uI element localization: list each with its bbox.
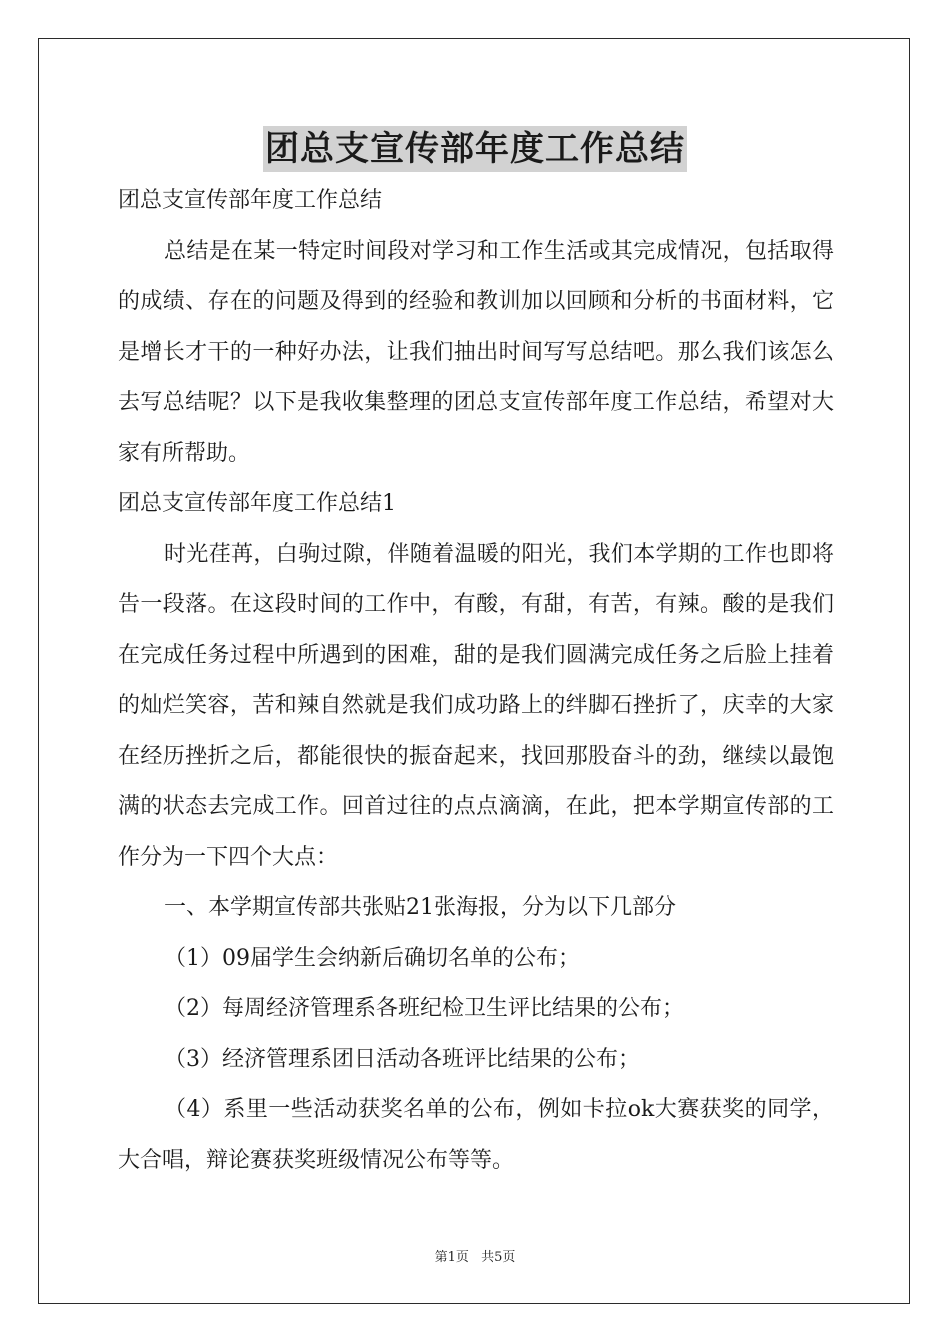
page-footer — [0, 1246, 950, 1265]
document-body — [118, 176, 834, 1186]
body-paragraph: 时光荏苒，白驹过隙，伴随着温暖的阳光，我们本学期的工作也即将告一段落。在这段时间的工作中，有酸，有甜，有苦，有辣。酸的是我们在完成任务过程中所遇到的困难，甜的是我们圆满完成任务之后脸上挂着的灿烂笑容，苦和辣自然就是我们成功路上的绊脚石挫折了，庆幸的大家在经历挫折之后，都能很快的振奋起来，找回那股奋斗的劲，继续以最饱满的状态去完成工作。回首过往的点点滴滴，在此，把本学期宣传部的工作分为一下四个大点： — [118, 541, 834, 870]
list-heading: 一、本学期宣传部共张贴21张海报，分为以下几部分 — [164, 895, 676, 920]
intro-paragraph: 总结是在某一特定时间段对学习和工作生活或其完成情况，包括取得的成绩、存在的问题及得到的经验和教训加以回顾和分析的书面材料，它是增长才干的一种好办法，让我们抽出时间写写总结吧。那么我们该怎么去写总结呢？以下是我收集整理的团总支宣传部年度工作总结，希望对大家有所帮助。 — [118, 238, 834, 466]
list-item: （3）经济管理系团日活动各班评比结果的公布； — [164, 1046, 640, 1072]
document-title: 团总支宣传部年度工作总结 — [263, 126, 687, 172]
page-number: 第1页 — [434, 1250, 469, 1265]
list-item: （1）09届学生会纳新后确切名单的公布； — [164, 945, 580, 971]
page-total: 共5页 — [481, 1250, 516, 1265]
section-heading: 团总支宣传部年度工作总结1 — [118, 491, 396, 516]
list-item: （2）每周经济管理系各班纪检卫生评比结果的公布； — [164, 996, 684, 1021]
list-item: （4）系里一些活动获奖名单的公布，例如卡拉ok大赛获奖的同学，大合唱，辩论赛获奖班级情况公布等等。 — [118, 1097, 834, 1173]
subtitle-paragraph: 团总支宣传部年度工作总结 — [118, 188, 383, 213]
title-container — [0, 126, 950, 172]
